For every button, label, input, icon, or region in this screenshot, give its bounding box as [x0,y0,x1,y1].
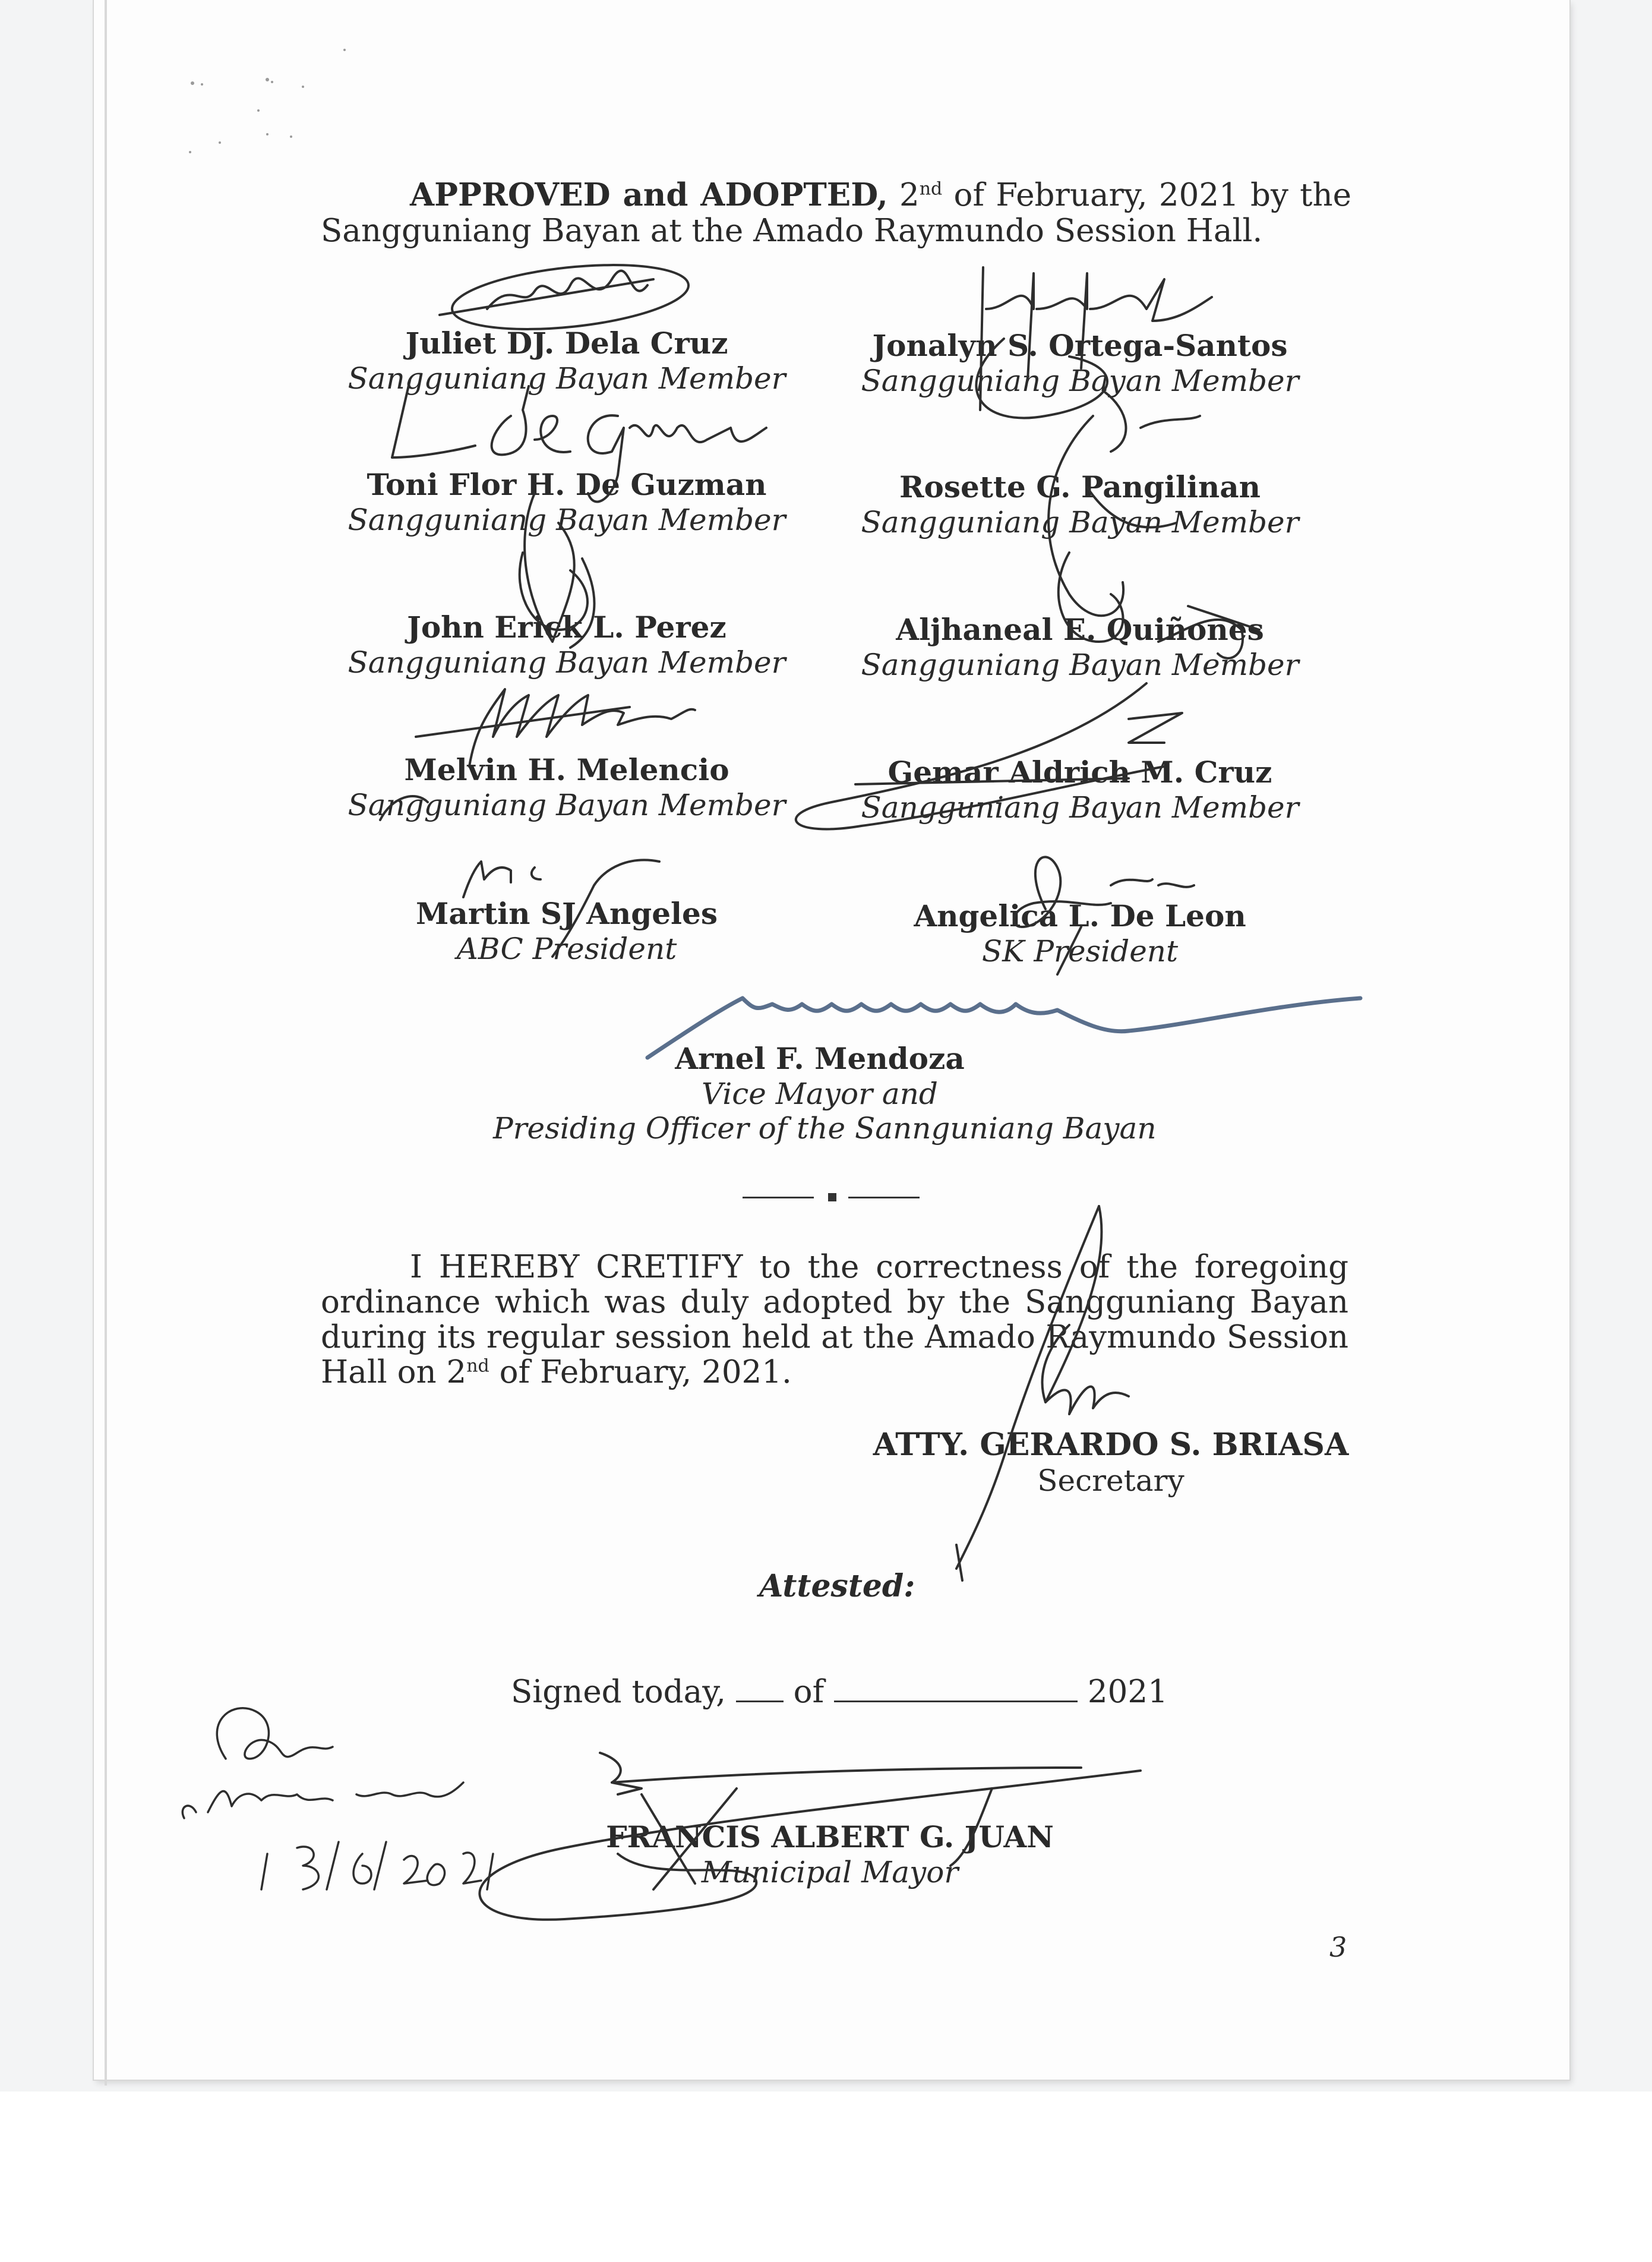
certification-line-1: I HEREBY CRETIFY to the correctness of the foregoing [410,1249,1348,1285]
signatory-title: ABC President [456,932,677,966]
certification-line-4-pre: Hall on 2 [321,1354,467,1390]
signatory-name: Gemar Aldrich M. Cruz [887,755,1272,790]
approval-line2: Sangguniang Bayan at the Amado Raymundo Session Hall. [321,213,1263,249]
signatory-block [299,752,834,822]
signatory-title: Sangguniang Bayan Member [348,361,786,396]
presiding-officer-title-1: Vice Mayor and [702,1077,938,1111]
approval-lead: APPROVED and ADOPTED, [410,176,888,213]
signatory-title: Sangguniang Bayan Member [861,505,1299,540]
certification-paragraph [321,1250,1348,1390]
page-edge [105,0,107,2086]
presiding-officer-name: Arnel F. Mendoza [675,1041,965,1076]
signatory-name: Martin SJ Angeles [416,896,718,931]
signatory-title: SK President [981,934,1179,968]
approval-line1-rest: of February, 2021 by the [942,177,1351,213]
presiding-officer-block [493,1041,1157,1146]
signed-month-blank[interactable] [834,1679,1078,1702]
signatory-block [299,467,834,537]
section-divider [743,1191,921,1203]
signatory-block [813,469,1347,540]
attested-label: Attested: [759,1568,915,1604]
signatory-name: John Erick L. Perez [407,610,726,645]
signatory-block [813,755,1347,825]
mayor-title: Municipal Mayor [701,1855,959,1889]
secretary-name: ATTY. GERARDO S. BRIASA [873,1427,1349,1463]
signatory-name: Toni Flor H. De Guzman [367,467,767,502]
signatory-name: Juliet DJ. Dela Cruz [405,326,728,361]
signatory-block [299,896,834,966]
presiding-officer-title-2: Presiding Officer of the Sannguniang Bayan [493,1111,1157,1146]
signed-today-line [511,1674,1168,1710]
signatory-name: Jonalyn S. Ortega-Santos [872,328,1288,363]
certification-line-3: during its regular session held at the Amado Raymundo Session [321,1319,1348,1355]
signatory-title: Sangguniang Bayan Member [348,503,786,537]
document-page [94,0,1569,2080]
signatory-name: Aljhaneal E. Quiñones [896,612,1264,647]
secretary-block [870,1427,1351,1498]
signatory-title: Sangguniang Bayan Member [861,364,1299,398]
divider-dot [828,1193,836,1201]
signatory-name: Rosette G. Pangilinan [899,469,1261,504]
certification-line-4-post: of February, 2021. [489,1354,792,1390]
signatory-block [299,326,834,396]
signatory-block [813,898,1347,968]
signatory-block [299,610,834,680]
signatory-title: Sangguniang Bayan Member [348,788,786,822]
signatory-title: Sangguniang Bayan Member [861,648,1299,682]
approval-day-suffix: nd [919,178,943,200]
signed-today-prefix: Signed today, [511,1674,726,1710]
secretary-title: Secretary [1037,1463,1184,1498]
scan-specks [178,30,356,160]
signed-today-year: 2021 [1087,1674,1168,1710]
page-number: 3 [1329,1931,1347,1963]
signatory-name: Melvin H. Melencio [404,752,729,787]
signed-today-of: of [793,1674,825,1710]
certification-line-2: ordinance which was duly adopted by the Sangguniang Bayan [321,1284,1348,1320]
signatory-title: Sangguniang Bayan Member [861,790,1299,825]
signatory-block [813,612,1347,682]
signed-day-blank[interactable] [736,1679,784,1702]
signatory-block [813,328,1347,398]
signatory-title: Sangguniang Bayan Member [348,645,786,680]
mayor-name: FRANCIS ALBERT G. JUAN [606,1819,1054,1854]
certification-line-4-sup: nd [466,1355,489,1377]
approval-paragraph [321,177,1351,249]
signatory-name: Angelica L. De Leon [914,898,1246,933]
approval-day: 2 [899,177,920,213]
mayor-block [563,1819,1097,1889]
